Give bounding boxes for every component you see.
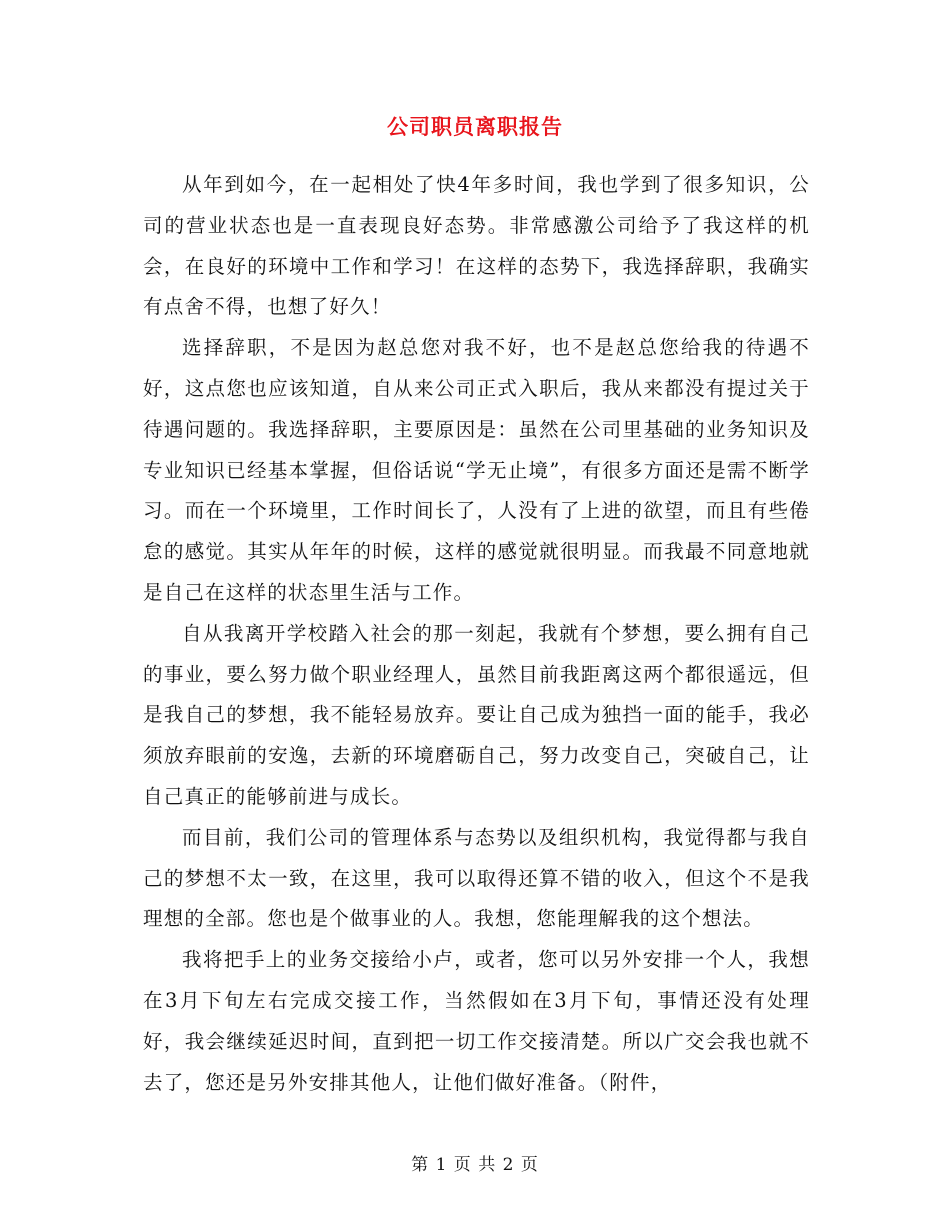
- document-title: 公司职员离职报告: [387, 114, 563, 139]
- paragraph: 自从我离开学校踏入社会的那一刻起，我就有个梦想，要么拥有自己的事业，要么努力做个职业经理人，虽然目前我距离这两个都很遥远，但是我自己的梦想，我不能轻易放弃。要让自己成为独挡一面的能手，我必须放弃眼前的安逸，去新的环境磨砺自己，努力改变自己，突破自己，让自己真正的能够前进与成长。: [143, 621, 810, 808]
- page-number-footer: 第 1 页 共 2 页: [411, 1155, 539, 1175]
- paragraph: 选择辞职，不是因为赵总您对我不好，也不是赵总您给我的待遇不好，这点您也应该知道，自从来公司正式入职后，我从来都没有提过关于待遇问题的。我选择辞职，主要原因是：虽然在公司里基础的业务知识及专业知识已经基本掌握，但俗话说“学无止境”，有很多方面还是需不断学习。而在一个环境里，工作时间长了，人没有了上进的欲望，而且有些倦怠的感觉。其实从年年的时候，这样的感觉就很明显。而我最不同意地就是自己在这样的状态里生活与工作。: [143, 336, 810, 604]
- paragraph: 我将把手上的业务交接给小卢，或者，您可以另外安排一个人，我想在3月下旬左右完成交接工作，当然假如在3月下旬，事情还没有处理好，我会继续延迟时间，直到把一切工作交接清楚。所以广交会我也就不去了，您还是另外安排其他人，让他们做好准备。（附件，: [143, 948, 810, 1094]
- document-body: [143, 165, 810, 1103]
- paragraph: 从年到如今，在一起相处了快4年多时间，我也学到了很多知识，公司的营业状态也是一直表现良好态势。非常感激公司给予了我这样的机会，在良好的环境中工作和学习！在这样的态势下，我选择辞职，我确实有点舍不得，也想了好久！: [143, 173, 810, 319]
- paragraph: 而目前，我们公司的管理体系与态势以及组织机构，我觉得都与我自己的梦想不太一致，在这里，我可以取得还算不错的收入，但这个不是我理想的全部。您也是个做事业的人。我想，您能理解我的这个想法。: [143, 825, 810, 931]
